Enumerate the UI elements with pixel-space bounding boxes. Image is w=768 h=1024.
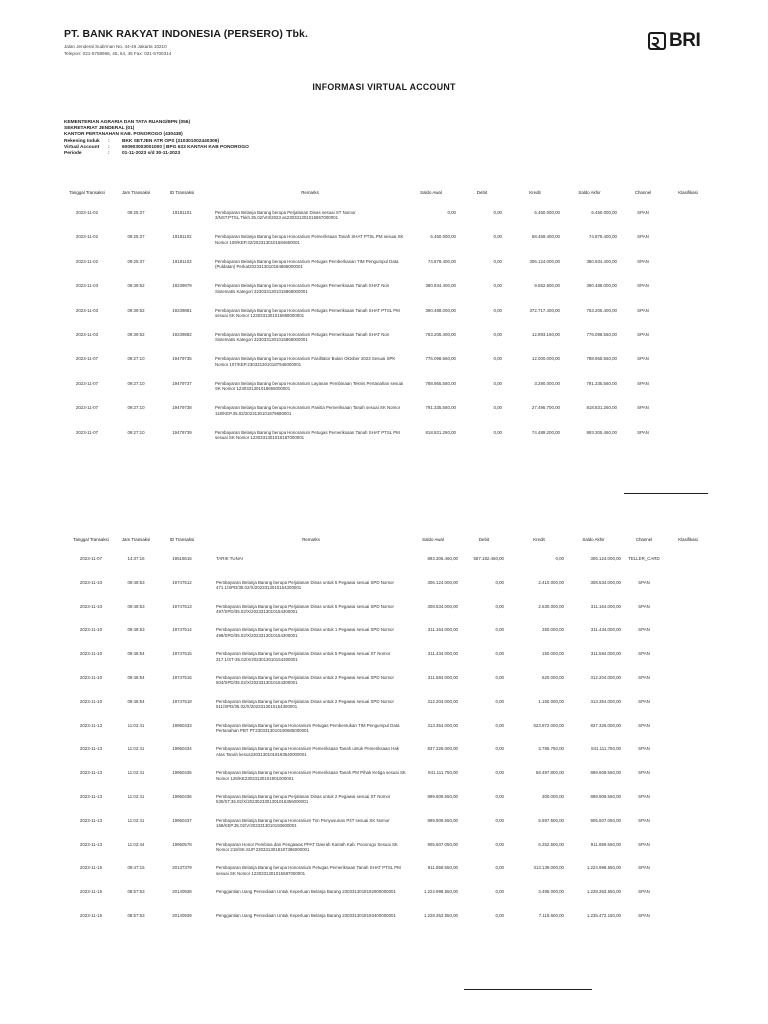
cell-remarks: Pembayaran Belanja Barang berupa Honorarium Petugas Pemeriksaan Tanah SHAT PTSL PM sesuai SK Nomor 1230331301015868000001 <box>215 307 400 318</box>
cell-kredit: 27.495.700,00 <box>531 405 560 411</box>
cell-remarks: Pembayaran Belanja Barang berupa Honorarium Tim Penyusunan P4T sesuai SK Nomor 168/KEP.35.02/V/2023313010193600001 <box>216 817 390 829</box>
page-divider-line <box>464 989 592 990</box>
cell-kredit: 58.497.800,00 <box>535 770 564 776</box>
column-header: Tanggal Transaksi <box>69 190 105 195</box>
cell-debit: 0,00 <box>495 770 504 776</box>
cell-time: 09:39:52 <box>127 332 145 337</box>
cell-debit: 0,00 <box>495 651 504 657</box>
cell-kredit: 523.972.000,00 <box>533 722 564 728</box>
cell-saldo-akhir: 776.098.560,00 <box>586 332 617 337</box>
cell-id: 20140939 <box>172 913 192 918</box>
account-field-virtual: Virtual Account : 600903003001000 | BPG 633 KANTAH KAB PONOROGO <box>64 144 249 150</box>
cell-time: 08:57:53 <box>127 913 145 918</box>
cell-saldo-akhir: 313.354.000,00 <box>590 698 621 704</box>
cell-time: 11:02:41 <box>127 770 145 776</box>
cell-remarks: Pembayaran Honor Pembina dan Pengawas PPAT Daerah Kantah Kab. Ponorogo Sesuai SK Nomor 219/SK.SUP.2303313018187386000001 <box>216 841 398 852</box>
cell-saldo-akhir: 1.224.998.550,00 <box>586 865 621 871</box>
transactions-table-2 <box>0 537 768 967</box>
cell-id: 19239879 <box>172 283 192 289</box>
cell-channel: SPAN <box>638 770 650 776</box>
cell-id: 19239882 <box>172 332 192 337</box>
cell-saldo-awal: 899.909.550,00 <box>427 817 458 823</box>
cell-saldo-awal: 776.098.560,00 <box>425 356 456 362</box>
cell-saldo-akhir: 788.965.560,00 <box>586 356 617 362</box>
cell-saldo-awal: 312.204.000,00 <box>427 698 458 704</box>
cell-date: 2023-11-10 <box>79 675 103 680</box>
cell-saldo-awal: 311.584.000,00 <box>427 675 458 680</box>
transactions-table-1 <box>0 190 768 450</box>
cell-time: 09:48:54 <box>127 651 145 657</box>
cell-debit: 0,00 <box>495 841 504 847</box>
cell-saldo-awal: 311.434.000,00 <box>427 651 458 657</box>
cell-time: 09:48:53 <box>127 627 145 633</box>
field-label: Rekening Induk <box>64 138 100 144</box>
field-value: BKK SETJEN ATR OPS (310301002440309) <box>122 138 220 144</box>
cell-saldo-awal: 788.965.560,00 <box>425 380 456 386</box>
cell-date: 2023-11-13 <box>79 817 103 823</box>
field-value: 600903003001000 | BPG 633 KANTAH KAB PONOROGO <box>122 144 249 150</box>
cell-channel: SPAN <box>638 889 650 895</box>
cell-date: 2023-11-15 <box>79 889 103 895</box>
cell-debit: 0,00 <box>495 913 504 918</box>
bri-logo-icon <box>648 32 666 50</box>
cell-date: 2023-11-10 <box>79 579 103 585</box>
cell-saldo-akhir: 1.228.353.550,00 <box>586 889 621 895</box>
cell-debit: 0,00 <box>493 380 502 386</box>
cell-saldo-akhir: 312.204.000,00 <box>590 675 621 680</box>
cell-saldo-akhir: 390.488.000,00 <box>586 283 617 289</box>
cell-id: 19239881 <box>172 307 192 313</box>
cell-debit: 0,00 <box>493 258 502 264</box>
cell-date: 2023-11-15 <box>79 865 103 871</box>
field-label: Periode <box>64 150 82 156</box>
cell-saldo-akhir: 308.534.000,00 <box>590 579 621 585</box>
cell-remarks: Pembayaran Belanja Barang berupa Honorarium Petugas Pemeriksaan Tanah SHAT Non Sistematis Kategori 3230331301015868000001 <box>215 283 390 294</box>
cell-saldo-awal: 837.326.000,00 <box>427 746 458 752</box>
column-header: Remarks <box>301 190 319 195</box>
account-ministry: KEMENTERIAN AGRARIA DAN TATA RUANG/BPN (056) <box>64 120 191 125</box>
cell-remarks: Pembayaran Belanja Barang berupa Perjalanan Dinas sesuai ST Nomor 3/NST.PTSL.Tkkh.35.02/VIII/2023 as230331301015867000001 <box>215 210 356 221</box>
cell-kredit: 372.717.400,00 <box>529 307 560 313</box>
cell-time: 11:02:41 <box>127 794 145 799</box>
cell-date: 2023-11-02 <box>75 234 99 240</box>
column-header: Saldo Awal <box>422 537 444 542</box>
cell-id: 19960578 <box>172 841 192 847</box>
cell-kredit: 68.459.400,00 <box>531 234 560 240</box>
cell-debit: 0,00 <box>495 698 504 704</box>
cell-debit: 0,00 <box>495 794 504 799</box>
account-office: KANTOR PERTANAHAN KAB. PONOROGO (430438) <box>64 132 183 138</box>
cell-channel: SPAN <box>638 794 650 799</box>
cell-debit: 0,00 <box>493 307 502 313</box>
cell-time: 09:27:10 <box>127 405 145 411</box>
column-header: Remarks <box>302 537 320 542</box>
cell-remarks: Pembayaran Belanja Barang berupa Perjalanan Dinas untuk 5 Pegawai sesuai SPD Nomor 471.1/SPD/35.02/X/2023313010154300001 <box>216 579 394 591</box>
cell-channel: SPAN <box>638 746 650 752</box>
cell-id: 20137379 <box>172 865 192 871</box>
cell-debit: 0,00 <box>495 579 504 585</box>
cell-id: 19747516 <box>172 675 192 680</box>
cell-time: 11:02:41 <box>127 746 145 752</box>
cell-id: 19747518 <box>172 698 192 704</box>
cell-debit: 0,00 <box>495 865 504 871</box>
cell-saldo-akhir: 311.434.000,00 <box>590 627 621 633</box>
column-header: Tanggal Transaksi <box>73 537 109 542</box>
cell-remarks: Pembayaran Belanja Barang berupa Honorarium Petugas Pembentukan TIM Pengumpul Data Pertanahan PBT PT2303313010190685000001 <box>216 722 400 733</box>
cell-kredit: 150.000,00 <box>542 651 564 657</box>
cell-date: 2023-11-07 <box>79 556 103 561</box>
cell-date: 2023-11-02 <box>75 258 99 264</box>
cell-channel: SPAN <box>637 429 649 435</box>
cell-remarks: Pembayaran Belanja Barang berupa Perjalanan Dinas untuk 2 Pegawai sesuai ST Nomor 530/ST.35.02/X/2023023301301016356000001 <box>216 794 391 805</box>
cell-saldo-akhir: 6.450.000,00 <box>591 210 617 215</box>
cell-saldo-akhir: 893.305.460,00 <box>586 429 617 435</box>
cell-saldo-akhir: 306.124.000,00 <box>590 556 621 561</box>
cell-remarks: Pembayaran Belanja Barang berupa Honorarium Layanan Pembinaan Teknis Pertanahan sesuai SK Nomor 1230331301018655000001 <box>215 380 404 392</box>
cell-channel: SPAN <box>638 603 650 609</box>
cell-date: 2023-11-15 <box>79 913 103 918</box>
cell-channel: SPAN <box>638 698 650 704</box>
cell-id: 20140938 <box>172 889 192 895</box>
cell-channel: TELLER_CARD <box>628 556 660 561</box>
cell-channel: SPAN <box>637 405 649 411</box>
cell-id: 19479737 <box>172 380 192 386</box>
cell-time: 09:27:10 <box>127 356 145 362</box>
cell-remarks: Pembayaran Belanja Barang berupa Perjalanan Dinas untuk 5 Pegawai sesuai ST Nomor 317.1/ST-35.02/X/2023013010154300001 <box>216 651 391 662</box>
cell-saldo-akhir: 818.831.260,00 <box>586 405 617 411</box>
column-header: ID Transaksi <box>169 190 195 195</box>
column-header: Saldo Akhir <box>582 537 605 542</box>
column-header: Jam Transaksi <box>121 190 151 195</box>
account-secretariat: SEKRETARIAT JENDERAL (01) <box>64 126 135 132</box>
cell-channel: SPAN <box>637 332 649 337</box>
cell-channel: SPAN <box>637 356 649 362</box>
cell-time: 11:02:41 <box>127 722 145 728</box>
cell-saldo-akhir: 899.909.550,00 <box>590 794 621 799</box>
cell-remarks: Pembayaran Belanja Barang berupa Honorarium Petugas Pemeriksaan Tanah SHAT PTSL PM sesuai SK Nomor 1230331301015687000001 <box>216 865 401 876</box>
cell-remarks: Penggantian Uang Persediaan Untuk Keperluan Belanja Barang 2303313018193400000001 <box>216 913 396 918</box>
cell-saldo-akhir: 905.607.050,00 <box>590 817 621 823</box>
cell-kredit: 1.150.000,00 <box>538 698 564 704</box>
cell-kredit: 5.697.500,00 <box>538 817 564 823</box>
cell-channel: SPAN <box>638 627 650 633</box>
bank-name: PT. BANK RAKYAT INDONESIA (PERSERO) Tbk. <box>64 28 308 40</box>
cell-kredit: 300.000,00 <box>542 794 564 799</box>
cell-date: 2023-11-13 <box>79 794 103 799</box>
cell-kredit: 3.785.750,00 <box>538 746 564 752</box>
cell-time: 09:39:52 <box>127 307 145 313</box>
cell-saldo-akhir: 837.326.000,00 <box>590 722 621 728</box>
cell-id: 19181102 <box>172 234 192 240</box>
cell-channel: SPAN <box>637 380 649 386</box>
cell-time: 11:02:41 <box>127 817 145 823</box>
cell-kredit: 620.000,00 <box>542 675 564 680</box>
cell-debit: 0,00 <box>493 356 502 362</box>
cell-saldo-awal: 308.534.000,00 <box>427 603 458 609</box>
cell-remarks: Pembayaran Belanja Barang berupa Perjalanan Dinas untuk 2 Pegawai sesuai SPD Nomor 504/SPD/35.02/X/2023313010154300001 <box>216 675 394 686</box>
cell-date: 2023-11-13 <box>79 722 103 728</box>
cell-debit: 0,00 <box>495 889 504 895</box>
cell-id: 19479735 <box>172 356 192 362</box>
account-field-periode: Periode : 01-11-2023 s/d 30-11-2023 <box>64 150 181 156</box>
account-field-rekening: Rekening Induk : BKK SETJEN ATR OPS (310301002440309) <box>64 138 220 144</box>
cell-saldo-akhir: 899.609.550,00 <box>590 770 621 776</box>
cell-time: 09:27:10 <box>127 429 145 435</box>
cell-channel: SPAN <box>638 722 650 728</box>
cell-channel: SPAN <box>638 675 650 680</box>
column-header: Saldo Akhir <box>578 190 601 195</box>
cell-saldo-awal: 380.934.400,00 <box>425 283 456 289</box>
cell-time: 08:57:53 <box>127 889 145 895</box>
field-value: 01-11-2023 s/d 30-11-2023 <box>122 150 181 156</box>
cell-time: 11:02:44 <box>127 841 145 847</box>
cell-channel: SPAN <box>637 234 649 240</box>
cell-channel: SPAN <box>638 913 650 918</box>
cell-kredit: 6.450.000,00 <box>534 210 560 215</box>
cell-saldo-akhir: 311.164.000,00 <box>590 603 621 609</box>
cell-saldo-akhir: 911.859.550,00 <box>590 841 621 847</box>
cell-date: 2023-11-13 <box>79 746 103 752</box>
cell-remarks: Pembayaran Belanja Barang berupa Honorarium Fasilitator Bulan Oktober 2023 Sesuai SPK Nomor 107/KEP.2303313010187946000001 <box>215 356 396 367</box>
cell-saldo-awal: 311.164.000,00 <box>427 627 458 633</box>
column-header: Channel <box>634 190 652 195</box>
cell-date: 2023-11-07 <box>75 380 99 386</box>
cell-saldo-akhir: 841.111.750,00 <box>591 746 621 752</box>
cell-date: 2023-11-03 <box>75 332 99 337</box>
column-header: Jam Transaksi <box>121 537 151 542</box>
cell-saldo-awal: 6.450.000,00 <box>430 234 456 240</box>
cell-channel: SPAN <box>638 651 650 657</box>
cell-debit: 0,00 <box>495 817 504 823</box>
cell-channel: SPAN <box>638 865 650 871</box>
column-header: ID Transaksi <box>169 537 195 542</box>
cell-time: 09:27:10 <box>127 380 145 386</box>
cell-channel: SPAN <box>637 283 649 289</box>
cell-kredit: 74.489.200,00 <box>531 429 560 435</box>
cell-remarks: Pembayaran Belanja Barang berupa Honorarium Panitia Pemeriksaan Tanah sesuai SK Nomor 118/KEP.35.02/2023130101879680001 <box>215 405 401 416</box>
cell-time: 09:48:54 <box>127 698 145 704</box>
cell-id: 19747512 <box>172 579 192 585</box>
cell-saldo-awal: 818.821.260,00 <box>425 429 456 435</box>
cell-remarks: Pembayaran Belanja Barang berupa Honorarium Pemeriksaan Tanah untuk Pemeriksaan Hak Atas Tanah kesus23031301018193540000001 <box>216 746 399 757</box>
cell-id: 19181101 <box>172 210 192 215</box>
cell-id: 19181103 <box>172 258 192 264</box>
bank-contact: Telepon: 021-5758966, 45, 64, 45 Fax: 021-5700314 <box>64 51 172 56</box>
column-header: Debit <box>478 537 490 542</box>
page-divider-line <box>624 493 708 494</box>
cell-channel: SPAN <box>638 841 650 847</box>
cell-id: 19747513 <box>172 603 192 609</box>
column-header: Kredit <box>533 537 545 542</box>
account-info <box>64 120 249 157</box>
cell-time: 09:39:52 <box>127 283 145 289</box>
cell-id: 19960437 <box>172 817 192 823</box>
cell-date: 2023-11-07 <box>75 405 99 411</box>
cell-channel: SPAN <box>637 210 649 215</box>
cell-remarks: Pembayaran Belanja Barang berupa Perjalanan Dinas untuk 5 Pegawai sesuai SPD Nomor 497/SPD/35.02/X/2023313010154300001 <box>216 603 394 614</box>
cell-saldo-awal: 841.111.750,00 <box>428 770 458 776</box>
cell-time: 09:48:54 <box>127 675 145 680</box>
cell-kredit: 7.118.600,00 <box>538 913 564 918</box>
cell-kredit: 306.124.000,00 <box>529 258 560 264</box>
cell-kredit: 0,00 <box>555 556 564 561</box>
cell-time: 09:47:15 <box>127 865 145 871</box>
cell-debit: 0,00 <box>495 722 504 728</box>
column-header: Klasifikasi <box>678 537 698 542</box>
cell-remarks: Pembayaran Belanja Barang berupa Perjalanan Dinas untuk 2 Pegawai sesuai SPD Nomor 511/SPD/35.02/X/2023313010154300001 <box>216 698 394 710</box>
cell-id: 19747515 <box>172 651 192 657</box>
column-header: Saldo Awal <box>420 190 442 195</box>
cell-kredit: 3.290.000,00 <box>534 380 560 386</box>
cell-debit: 587.182.460,00 <box>473 556 504 561</box>
column-header: Klasifikasi <box>678 190 698 195</box>
cell-date: 2023-11-10 <box>79 651 103 657</box>
cell-debit: 0,00 <box>493 234 502 240</box>
bri-logo <box>648 28 700 54</box>
cell-channel: SPAN <box>637 258 649 264</box>
cell-saldo-akhir: 1.235.472.150,00 <box>586 913 621 918</box>
bri-logo-text: BRI <box>669 30 701 51</box>
cell-saldo-awal: 791.335.560,00 <box>425 405 456 411</box>
cell-date: 2023-11-10 <box>79 627 103 633</box>
cell-remarks: Pembayaran Belanja Barang berupa Honorarium Petugas Pemeriksaan Tanah SHAT Non Sistematis Kategori 3230331301015868000001 <box>215 332 390 343</box>
column-header: Kredit <box>529 190 541 195</box>
cell-debit: 0,00 <box>495 603 504 609</box>
cell-remarks: Penggantian Uang Persediaan Untuk Keperluan Belanja Barang 2303313018192900000001 <box>216 889 396 895</box>
cell-debit: 0,00 <box>495 746 504 752</box>
cell-saldo-awal: 899.609.550,00 <box>427 794 458 799</box>
field-label: Virtual Account <box>64 144 100 150</box>
document-title: INFORMASI VIRTUAL ACCOUNT <box>312 82 456 92</box>
cell-kredit: 9.552.600,00 <box>534 283 560 289</box>
column-header: Debit <box>476 190 488 195</box>
cell-time: 09:25:37 <box>127 234 145 240</box>
cell-channel: SPAN <box>638 579 650 585</box>
cell-saldo-awal: 893.306.460,00 <box>427 556 458 561</box>
cell-debit: 0,00 <box>493 332 502 337</box>
bank-address: Jalan Jenderal Sudirman No. 44-46 Jakarta 10210 <box>64 44 167 49</box>
cell-remarks: Pembayaran Belanja Barang berupa Perjalanan Dinas untuk 1 Pegawai sesuai SPD Nomor 498/SPD/35.02/X/2023313010154300001 <box>216 627 394 638</box>
cell-remarks: TARIK TUNAI <box>216 556 243 561</box>
cell-id: 19479739 <box>172 429 192 435</box>
cell-id: 19960433 <box>172 722 192 728</box>
cell-time: 09:25:37 <box>127 210 145 215</box>
cell-saldo-awal: 1.228.353.550,00 <box>423 913 458 918</box>
cell-saldo-akhir: 311.584.000,00 <box>590 651 621 657</box>
cell-date: 2023-11-07 <box>75 429 99 435</box>
cell-id: 19960434 <box>172 746 192 752</box>
cell-saldo-awal: 306.124.000,00 <box>427 579 458 585</box>
cell-kredit: 313.139.000,00 <box>533 865 564 871</box>
cell-kredit: 2.410.000,00 <box>538 579 564 585</box>
column-header: Channel <box>635 537 653 542</box>
cell-date: 2023-11-02 <box>75 210 99 215</box>
cell-date: 2023-11-10 <box>79 603 103 609</box>
cell-debit: 0,00 <box>495 675 504 680</box>
cell-saldo-awal: 763.205.400,00 <box>425 332 456 337</box>
cell-debit: 0,00 <box>493 405 502 411</box>
cell-kredit: 3.495.000,00 <box>538 889 564 895</box>
cell-kredit: 2.630.000,00 <box>538 603 564 609</box>
cell-kredit: 12.000.000,00 <box>531 356 560 362</box>
cell-date: 2023-11-07 <box>75 356 99 362</box>
cell-saldo-awal: 905.607.050,00 <box>427 841 458 847</box>
cell-remarks: Pembayaran Belanja Barang berupa Honorarium Petugas Pemberkasan TIM Pengumpul Data (Puldatan) Perkat2023313010184866000001 <box>215 258 399 270</box>
cell-channel: SPAN <box>638 817 650 823</box>
cell-saldo-awal: 1.224.998.550,00 <box>423 889 458 895</box>
cell-time: 09:25:37 <box>127 258 145 264</box>
cell-saldo-awal: 390.488.000,00 <box>425 307 456 313</box>
cell-debit: 0,00 <box>493 429 502 435</box>
cell-saldo-akhir: 380.934.400,00 <box>586 258 617 264</box>
cell-kredit: 6.252.500,00 <box>538 841 564 847</box>
cell-debit: 0,00 <box>493 210 502 215</box>
cell-id: 19747514 <box>172 627 192 633</box>
cell-debit: 0,00 <box>493 283 502 289</box>
cell-saldo-awal: 313.354.000,00 <box>427 722 458 728</box>
cell-date: 2023-11-13 <box>79 841 103 847</box>
cell-saldo-awal: 74.879.400,00 <box>427 258 456 264</box>
cell-date: 2023-11-03 <box>75 283 99 289</box>
cell-id: 19960436 <box>172 794 192 799</box>
cell-date: 2023-11-03 <box>75 307 99 313</box>
cell-id: 19479738 <box>172 405 192 411</box>
cell-remarks: Pembayaran Belanja Barang berupa Honorarium Petugas Pemeriksaan Tanah SHAT PTSL PM sesuai SK Nomor 1230331301018187000001 <box>215 429 400 440</box>
cell-remarks: Pembayaran Belanja Barang berupa Honorarium Pemeriksaan Tanah PM Pihak Ketiga sesuai SK Nomor 129/KE23033130101901000001 <box>216 770 406 781</box>
cell-kredit: 12.893.160,00 <box>531 332 560 337</box>
cell-time: 09:48:53 <box>127 603 145 609</box>
cell-time: 09:48:53 <box>127 579 145 585</box>
cell-saldo-akhir: 74.879.400,00 <box>588 234 617 240</box>
cell-debit: 0,00 <box>495 627 504 633</box>
cell-id: 19960435 <box>172 770 192 776</box>
cell-id: 19518615 <box>172 556 192 561</box>
cell-saldo-awal: 0,00 <box>447 210 456 215</box>
cell-saldo-akhir: 763.205.400,00 <box>586 307 617 313</box>
cell-date: 2023-11-13 <box>79 770 103 776</box>
cell-saldo-awal: 911.859.550,00 <box>427 865 458 871</box>
cell-remarks: Pembayaran Belanja Barang berupa Honorarium Pemeriksaan Tanah SHAT PTSL PM sesuai SK Nomor 109/KEP.32/2023130101584660001 <box>215 234 404 245</box>
cell-channel: SPAN <box>637 307 649 313</box>
cell-time: 14:37:16 <box>127 556 145 561</box>
cell-kredit: 250.000,00 <box>542 627 564 633</box>
cell-date: 2023-11-10 <box>79 698 103 704</box>
cell-saldo-akhir: 791.335.560,00 <box>586 380 617 386</box>
